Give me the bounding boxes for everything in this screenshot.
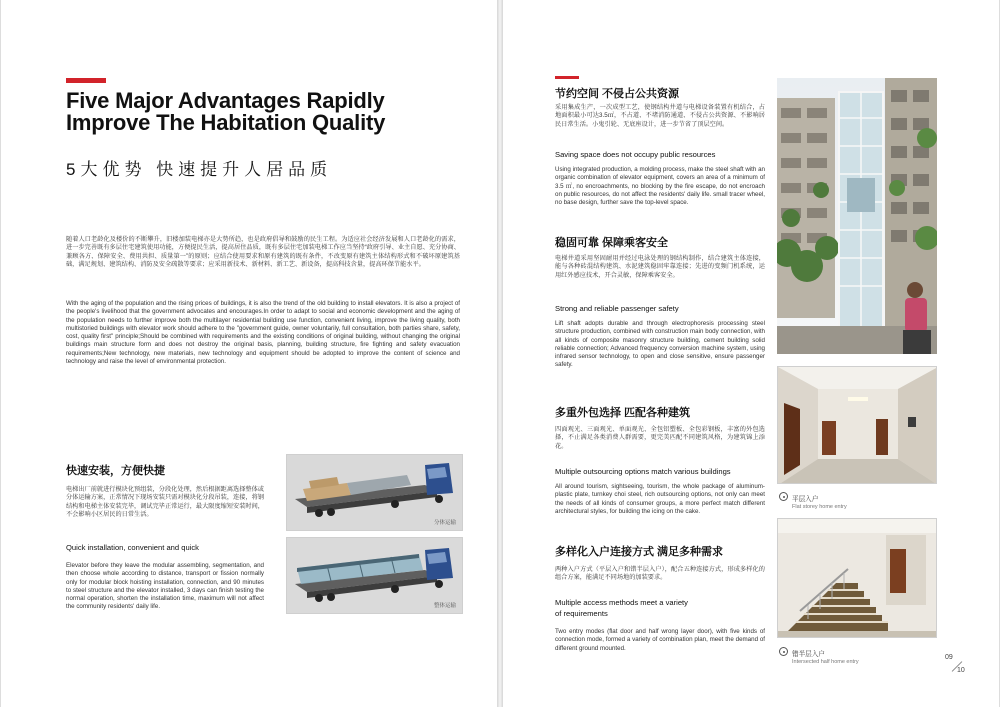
- section1-heading-en: Saving space does not occupy public resources: [555, 150, 716, 159]
- section3-heading-cn: 多重外包选择 匹配各种建筑: [555, 407, 691, 419]
- truck1-caption: 分体运输: [433, 520, 456, 526]
- photo3-caption-icon: [779, 647, 788, 656]
- install-body-en: Elevator before they leave the modular assembling, segmentation, and then choose whole according to distance, transport or fission normally only for modular block hoisting installation, connection, and 90 minutes to steel structure and the elevator installed, 3 days can finish testing the normal operation, shorten the installation time, maximum will not affect the community residents' daily life.: [66, 562, 264, 611]
- section2-heading-cn: 稳固可靠 保障乘客安全: [555, 237, 669, 249]
- photo3-caption-en: Intersected half home entry: [792, 659, 859, 665]
- title-line-1: Five Major Advantages Rapidly: [66, 88, 385, 113]
- photo3-caption-cn: 错半层入户: [792, 651, 825, 658]
- section2-body-en: Lift shaft adopts durable and through electrophoresis processing steel structure production, combined with construction main body connection, with all kinds of composite masonry structure building, cement building solid reliable connection; Advanced frequency conversion machine system, using infrared sensor technology, to open and close sensitive, ensure passenger safety.: [555, 320, 765, 369]
- install-heading-cn: 快速安装，方便快捷: [66, 465, 165, 477]
- intro-paragraph-en: With the aging of the population and the rising prices of buildings, it is also the trend of the old building to install elevators. It is also a project of the people's livelihood that the government advocates and encourages.In order to adapt to social and economic development and the aging of the population needs to further improve both the multilayer residential building use function, convenient living, improve the living quality, both multistoried buildings with elevator work should adhere to the "government guide, owner voluntarily, full consultation, both parties share, safety, cost, quality first" principle;Should be combined with requirements and the existing conditions of original building, without changing the original buildings main structure form and does not destroy the original basis, planning, building structure, fire fighting and safety evacuation requirements;New technology, new materials, new technology and equipment should be adopted to improve the content of science and technology and raise the level of environmental protection.: [66, 300, 460, 366]
- photo2-caption-en: Flat storey home entry: [792, 504, 847, 510]
- truck2-caption: 整体运输: [433, 603, 456, 609]
- title-line-2: Improve The Habitation Quality: [66, 110, 386, 135]
- section3-body-en: All around tourism, sightseeing, tourism, the whole package of aluminum-plastic plate, turnkey choi steel, rich outsourcing options, not only can meet the needs of all kinds of consumer groups, a more perfect match different architectural styles, for building the icing on the cake.: [555, 483, 765, 515]
- section2-body-cn: 电梯井道采用坚固耐用并经过电泳处理的钢结构制作，结合建筑主体连接，能与各种砖混结构建筑、水泥建筑稳固牢靠连接；先进的变频门机系统，运用红外感应技术，开合灵敏，保障乘客安全。: [555, 255, 765, 279]
- split-transport-photo: [286, 454, 463, 531]
- stairs-illustration: [778, 519, 937, 638]
- page-number-left: 09: [945, 654, 953, 661]
- section4-body-cn: 两种入户方式（平层入户和错半层入户），配合五种连接方式，形成多样化的组合方案，能满足不同场地的加装要求。: [555, 566, 765, 582]
- whole-transport-photo: [286, 537, 463, 614]
- install-heading-en: Quick installation, convenient and quick: [66, 543, 199, 552]
- section4-heading-en: [555, 597, 765, 619]
- section4-body-en: Two entry modes (flat door and half wrong layer door), with five kinds of connection mode, formed a variety of combination plan, meet the demand of different ground mounted.: [555, 628, 765, 652]
- left-page-edge: [0, 0, 1, 707]
- page-title-en: [66, 90, 486, 134]
- half-level-entry-photo: [777, 518, 937, 638]
- page-title-cn: 5大优势 快速提升人居品质: [66, 160, 333, 179]
- photo2-caption-cn: 平层入户: [792, 496, 819, 503]
- section4-heading-en-line1: Multiple access methods meet a variety: [555, 598, 688, 607]
- corridor-illustration: [778, 367, 937, 484]
- section4-heading-cn: 多样化入户连接方式 满足多种需求: [555, 546, 724, 558]
- flat-storey-entry-photo: [777, 366, 937, 484]
- section4-heading-en-line2: of requirements: [555, 609, 608, 618]
- page-number-right: 10: [957, 667, 965, 674]
- photo2-caption-icon: [779, 492, 788, 501]
- page-gutter: [497, 0, 503, 707]
- section2-heading-en: Strong and reliable passenger safety: [555, 304, 679, 313]
- section1-heading-cn: 节约空间 不侵占公共资源: [555, 88, 680, 100]
- section-accent-bar: [555, 76, 579, 79]
- section1-body-cn: 采用集成生产，一次成型工艺，使钢结构井道与电梯设备装置有机结合，占地面积最小可达3.5㎡，不占道、不堵消防通道、不侵占公共资源、不影响居民日常生活。小鬼引轮、无底座设计，进一步节省了顶层空间。: [555, 104, 765, 128]
- section3-heading-en: Multiple outsourcing options match various buildings: [555, 467, 731, 476]
- section1-body-en: Using integrated production, a molding process, make the steel shaft with an organic combination of elevator equipment, covers an area of a minimum of 3.5 ㎡, no encroachments, no blocking by the fire escape, do not encroach on public resources, do not affect the residents' daily life. small tracer wheel, no base design, further save the top-level space.: [555, 166, 765, 207]
- intro-paragraph-cn: 随着人口老龄化及楼价的不断攀升，旧楼加装电梯亦是大势所趋，也是政府倡导和鼓励的民生工程。为适应社会经济发展和人口老龄化的需求，进一步完善既有多层住宅建筑使用功能，方便提民生活，提高居住品质，既有多层住宅加装电梯工作应当坚持“政府引导、业主自愿、充分协商、兼顾各方、保障安全、费用共担、质量第一”的原则；应结合使用要求和原有建筑的既有条件，不改变原有建筑主体结构形式和不破坏原建筑基础，满足规划、建筑结构、消防及安全疏散等要求；应采用新技术、新材料、新工艺、新设备，提高科技含量，提高环保节能水平。: [66, 236, 460, 268]
- elevator-tower-illustration: [777, 78, 937, 354]
- title-accent-bar: [66, 78, 106, 83]
- section3-body-cn: 四面观光、三面观光、单面观光、全包铝塑板、全包彩钢板，丰富的外包选择，不止满足各类消费人群需要，更完美匹配不同建筑风格，为建筑锦上添花。: [555, 426, 765, 450]
- elevator-tower-photo: [777, 78, 937, 354]
- install-body-cn: 电梯出厂前就进行模块化预组装，分段化处理，然后根据距离选择整体或分体运输方案，正常情况下现场安装只需对模块化分段吊装，连接，将钢结构和电梯主体安装完毕，调试完毕正常运行，最大限度缩短安装时间，不会影响小区居民的日常生活。: [66, 486, 264, 518]
